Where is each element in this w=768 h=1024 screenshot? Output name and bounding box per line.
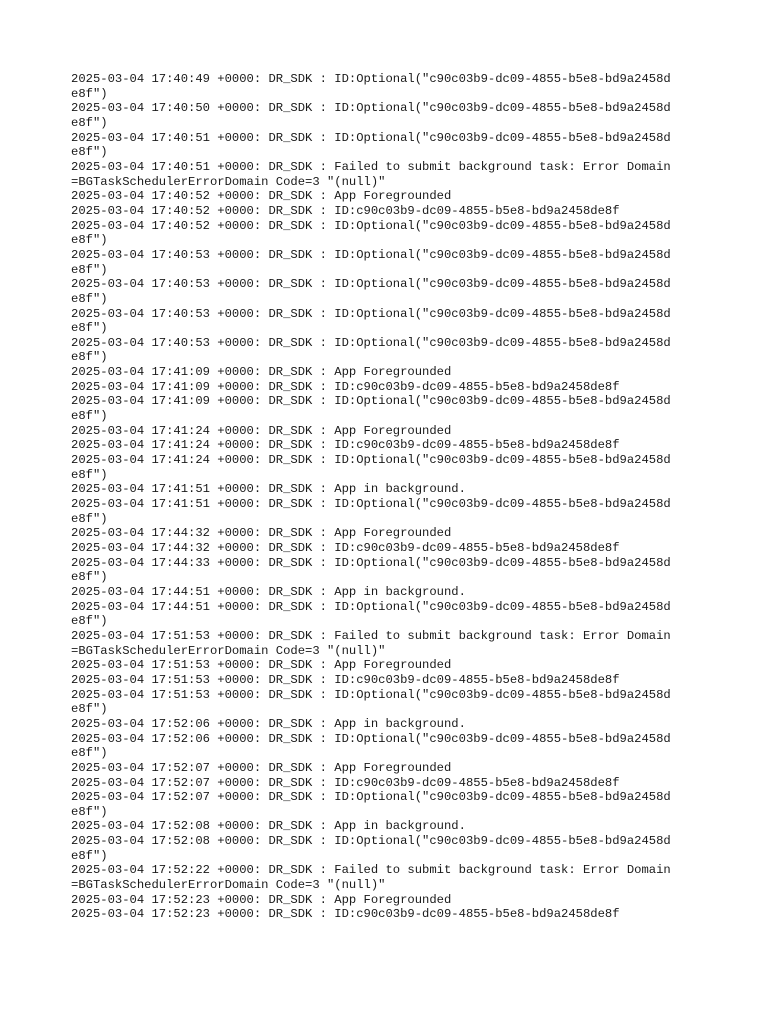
log-line: 2025-03-04 17:44:51 +0000: DR_SDK : App in background. (71, 584, 466, 599)
log-line: 2025-03-04 17:44:32 +0000: DR_SDK : App Foregrounded (71, 526, 452, 541)
log-line: 2025-03-04 17:52:22 +0000: DR_SDK : Failed to submit background task: Error Domain=BGTaskSchedulerErrorDomain Code=3 "(null)" (71, 863, 671, 893)
log-line: 2025-03-04 17:40:52 +0000: DR_SDK : App Foregrounded (71, 189, 452, 204)
log-line: 2025-03-04 17:41:24 +0000: DR_SDK : ID:c90c03b9-dc09-4855-b5e8-bd9a2458de8f (71, 438, 620, 453)
log-line: 2025-03-04 17:41:24 +0000: DR_SDK : ID:Optional("c90c03b9-dc09-4855-b5e8-bd9a2458de8f") (71, 453, 671, 482)
log-line: 2025-03-04 17:51:53 +0000: DR_SDK : App Foregrounded (71, 658, 452, 673)
log-line: 2025-03-04 17:51:53 +0000: DR_SDK : ID:Optional("c90c03b9-dc09-4855-b5e8-bd9a2458de8f") (71, 687, 671, 717)
log-line: 2025-03-04 17:44:32 +0000: DR_SDK : ID:c90c03b9-dc09-4855-b5e8-bd9a2458de8f (71, 541, 620, 555)
log-line: 2025-03-04 17:52:06 +0000: DR_SDK : App in background. (71, 716, 466, 731)
log-line: 2025-03-04 17:40:51 +0000: DR_SDK : Failed to submit background task: Error Domain=BGTaskSchedulerErrorDomain Code=3 "(null)" (71, 159, 671, 189)
log-line: 2025-03-04 17:41:24 +0000: DR_SDK : App Foregrounded (71, 423, 452, 438)
log-line: 2025-03-04 17:41:09 +0000: DR_SDK : ID:c90c03b9-dc09-4855-b5e8-bd9a2458de8f (71, 379, 620, 394)
log-line: 2025-03-04 17:44:51 +0000: DR_SDK : ID:Optional("c90c03b9-dc09-4855-b5e8-bd9a2458de8f") (71, 599, 671, 629)
log-line: 2025-03-04 17:52:23 +0000: DR_SDK : App Foregrounded (71, 892, 452, 907)
log-line: 2025-03-04 17:40:53 +0000: DR_SDK : ID:Optional("c90c03b9-dc09-4855-b5e8-bd9a2458de8f") (71, 277, 671, 306)
log-line: 2025-03-04 17:40:53 +0000: DR_SDK : ID:Optional("c90c03b9-dc09-4855-b5e8-bd9a2458de8f") (71, 247, 671, 277)
log-line: 2025-03-04 17:41:51 +0000: DR_SDK : ID:Optional("c90c03b9-dc09-4855-b5e8-bd9a2458de8f") (71, 497, 671, 526)
log-line: 2025-03-04 17:52:07 +0000: DR_SDK : ID:Optional("c90c03b9-dc09-4855-b5e8-bd9a2458de8f") (71, 790, 671, 819)
log-line: 2025-03-04 17:51:53 +0000: DR_SDK : Failed to submit background task: Error Domain=BGTaskSchedulerErrorDomain Code=3 "(null)" (71, 628, 671, 658)
log-line: 2025-03-04 17:41:51 +0000: DR_SDK : App in background. (71, 482, 466, 497)
log-line: 2025-03-04 17:40:49 +0000: DR_SDK : ID:Optional("c90c03b9-dc09-4855-b5e8-bd9a2458de8f") (71, 72, 671, 101)
log-line: 2025-03-04 17:40:53 +0000: DR_SDK : ID:Optional("c90c03b9-dc09-4855-b5e8-bd9a2458de8f") (71, 306, 671, 336)
log-output (71, 72, 671, 922)
log-line: 2025-03-04 17:52:23 +0000: DR_SDK : ID:c90c03b9-dc09-4855-b5e8-bd9a2458de8f (71, 907, 620, 922)
log-line: 2025-03-04 17:40:52 +0000: DR_SDK : ID:c90c03b9-dc09-4855-b5e8-bd9a2458de8f (71, 203, 620, 218)
log-line: 2025-03-04 17:40:53 +0000: DR_SDK : ID:Optional("c90c03b9-dc09-4855-b5e8-bd9a2458de8f") (71, 335, 671, 365)
log-line: 2025-03-04 17:40:52 +0000: DR_SDK : ID:Optional("c90c03b9-dc09-4855-b5e8-bd9a2458de8f") (71, 218, 671, 248)
log-line: 2025-03-04 17:51:53 +0000: DR_SDK : ID:c90c03b9-dc09-4855-b5e8-bd9a2458de8f (71, 672, 620, 687)
log-line: 2025-03-04 17:52:08 +0000: DR_SDK : App in background. (71, 819, 466, 834)
log-line: 2025-03-04 17:40:50 +0000: DR_SDK : ID:Optional("c90c03b9-dc09-4855-b5e8-bd9a2458de8f") (71, 101, 671, 130)
log-line: 2025-03-04 17:52:07 +0000: DR_SDK : ID:c90c03b9-dc09-4855-b5e8-bd9a2458de8f (71, 775, 620, 790)
log-line: 2025-03-04 17:40:51 +0000: DR_SDK : ID:Optional("c90c03b9-dc09-4855-b5e8-bd9a2458de8f") (71, 130, 671, 160)
log-line: 2025-03-04 17:52:06 +0000: DR_SDK : ID:Optional("c90c03b9-dc09-4855-b5e8-bd9a2458de8f") (71, 731, 671, 761)
log-line: 2025-03-04 17:41:09 +0000: DR_SDK : App Foregrounded (71, 365, 452, 380)
log-line: 2025-03-04 17:52:07 +0000: DR_SDK : App Foregrounded (71, 760, 452, 775)
log-line: 2025-03-04 17:52:08 +0000: DR_SDK : ID:Optional("c90c03b9-dc09-4855-b5e8-bd9a2458de8f") (71, 834, 671, 863)
log-line: 2025-03-04 17:44:33 +0000: DR_SDK : ID:Optional("c90c03b9-dc09-4855-b5e8-bd9a2458de8f") (71, 555, 671, 585)
log-line: 2025-03-04 17:41:09 +0000: DR_SDK : ID:Optional("c90c03b9-dc09-4855-b5e8-bd9a2458de8f") (71, 394, 671, 424)
